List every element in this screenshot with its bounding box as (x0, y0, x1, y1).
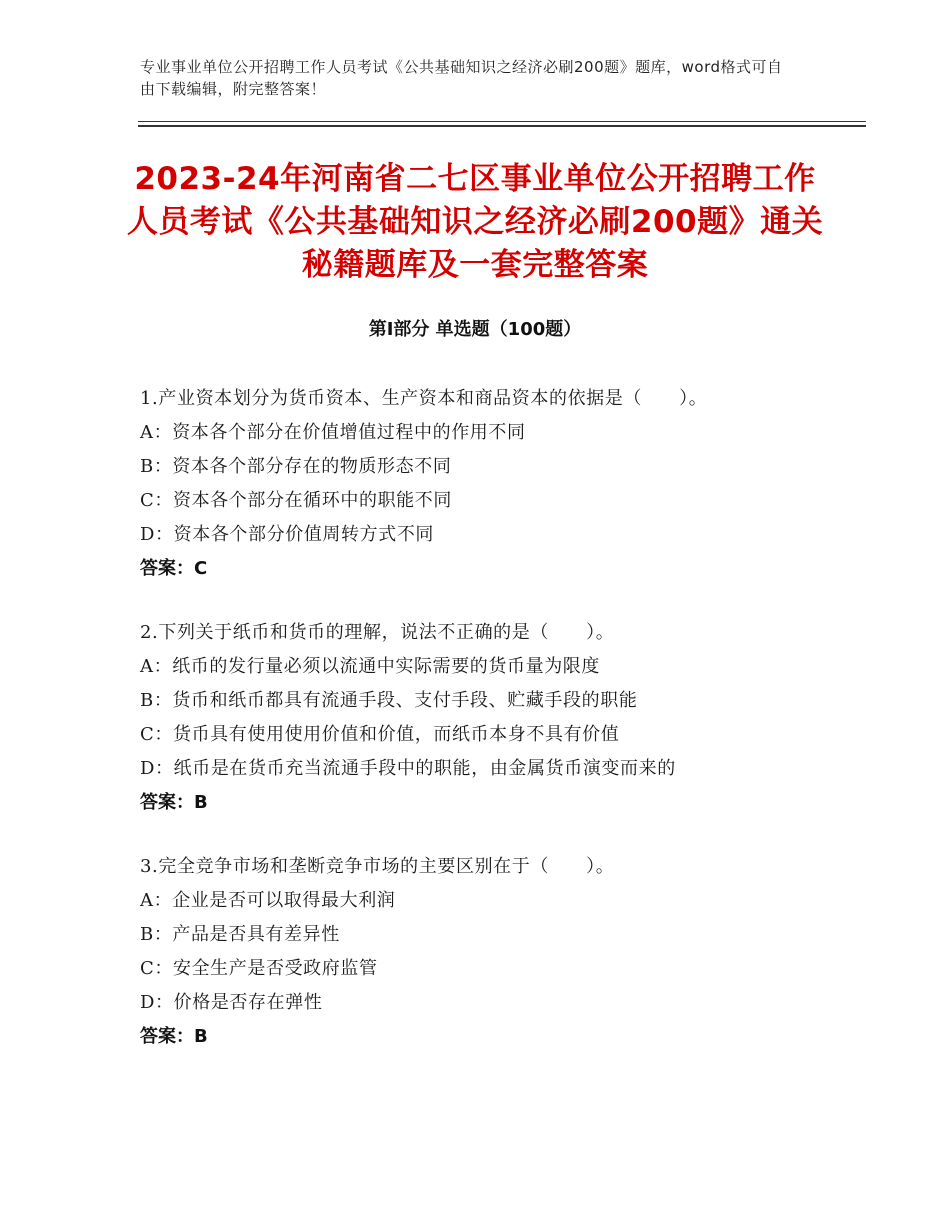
answer: 答案：B (140, 1026, 208, 1047)
option-a: A：纸币的发行量必须以流通中实际需要的货币量为限度 (140, 656, 600, 677)
answer: 答案：B (140, 792, 208, 813)
option-c: C：货币具有使用使用价值和价值，而纸币本身不具有价值 (140, 724, 620, 745)
option-a: A：企业是否可以取得最大利润 (140, 890, 396, 911)
option-b: B：资本各个部分存在的物质形态不同 (140, 456, 452, 477)
question-list (140, 382, 820, 1084)
option-d: D：纸币是在货币充当流通手段中的职能，由金属货币演变而来的 (140, 758, 676, 779)
option-a: A：资本各个部分在价值增值过程中的作用不同 (140, 422, 526, 443)
question-1 (140, 382, 820, 586)
option-c: C：资本各个部分在循环中的职能不同 (140, 490, 452, 511)
option-d: D：资本各个部分价值周转方式不同 (140, 524, 435, 545)
option-d: D：价格是否存在弹性 (140, 992, 323, 1013)
option-c: C：安全生产是否受政府监管 (140, 958, 378, 979)
question-stem: 1.产业资本划分为货币资本、生产资本和商品资本的依据是（ ）。 (140, 388, 708, 409)
question-2 (140, 616, 820, 820)
question-stem: 2.下列关于纸币和货币的理解，说法不正确的是（ ）。 (140, 622, 615, 643)
question-3 (140, 850, 820, 1054)
option-b: B：货币和纸币都具有流通手段、支付手段、贮藏手段的职能 (140, 690, 638, 711)
question-stem: 3.完全竞争市场和垄断竞争市场的主要区别在于（ ）。 (140, 856, 615, 877)
answer: 答案：C (140, 558, 208, 579)
header-note: 专业事业单位公开招聘工作人员考试《公共基础知识之经济必刷200题》题库，word格式可自由下载编辑，附完整答案！ (140, 58, 783, 98)
section-title: 第I部分 单选题（100题） (368, 319, 582, 340)
document-title: 2023-24年河南省二七区事业单位公开招聘工作人员考试《公共基础知识之经济必刷200题》通关秘籍题库及一套完整答案 (126, 161, 824, 283)
header-rule-thick (138, 125, 866, 127)
option-b: B：产品是否具有差异性 (140, 924, 340, 945)
header-rule-thin (138, 121, 866, 122)
